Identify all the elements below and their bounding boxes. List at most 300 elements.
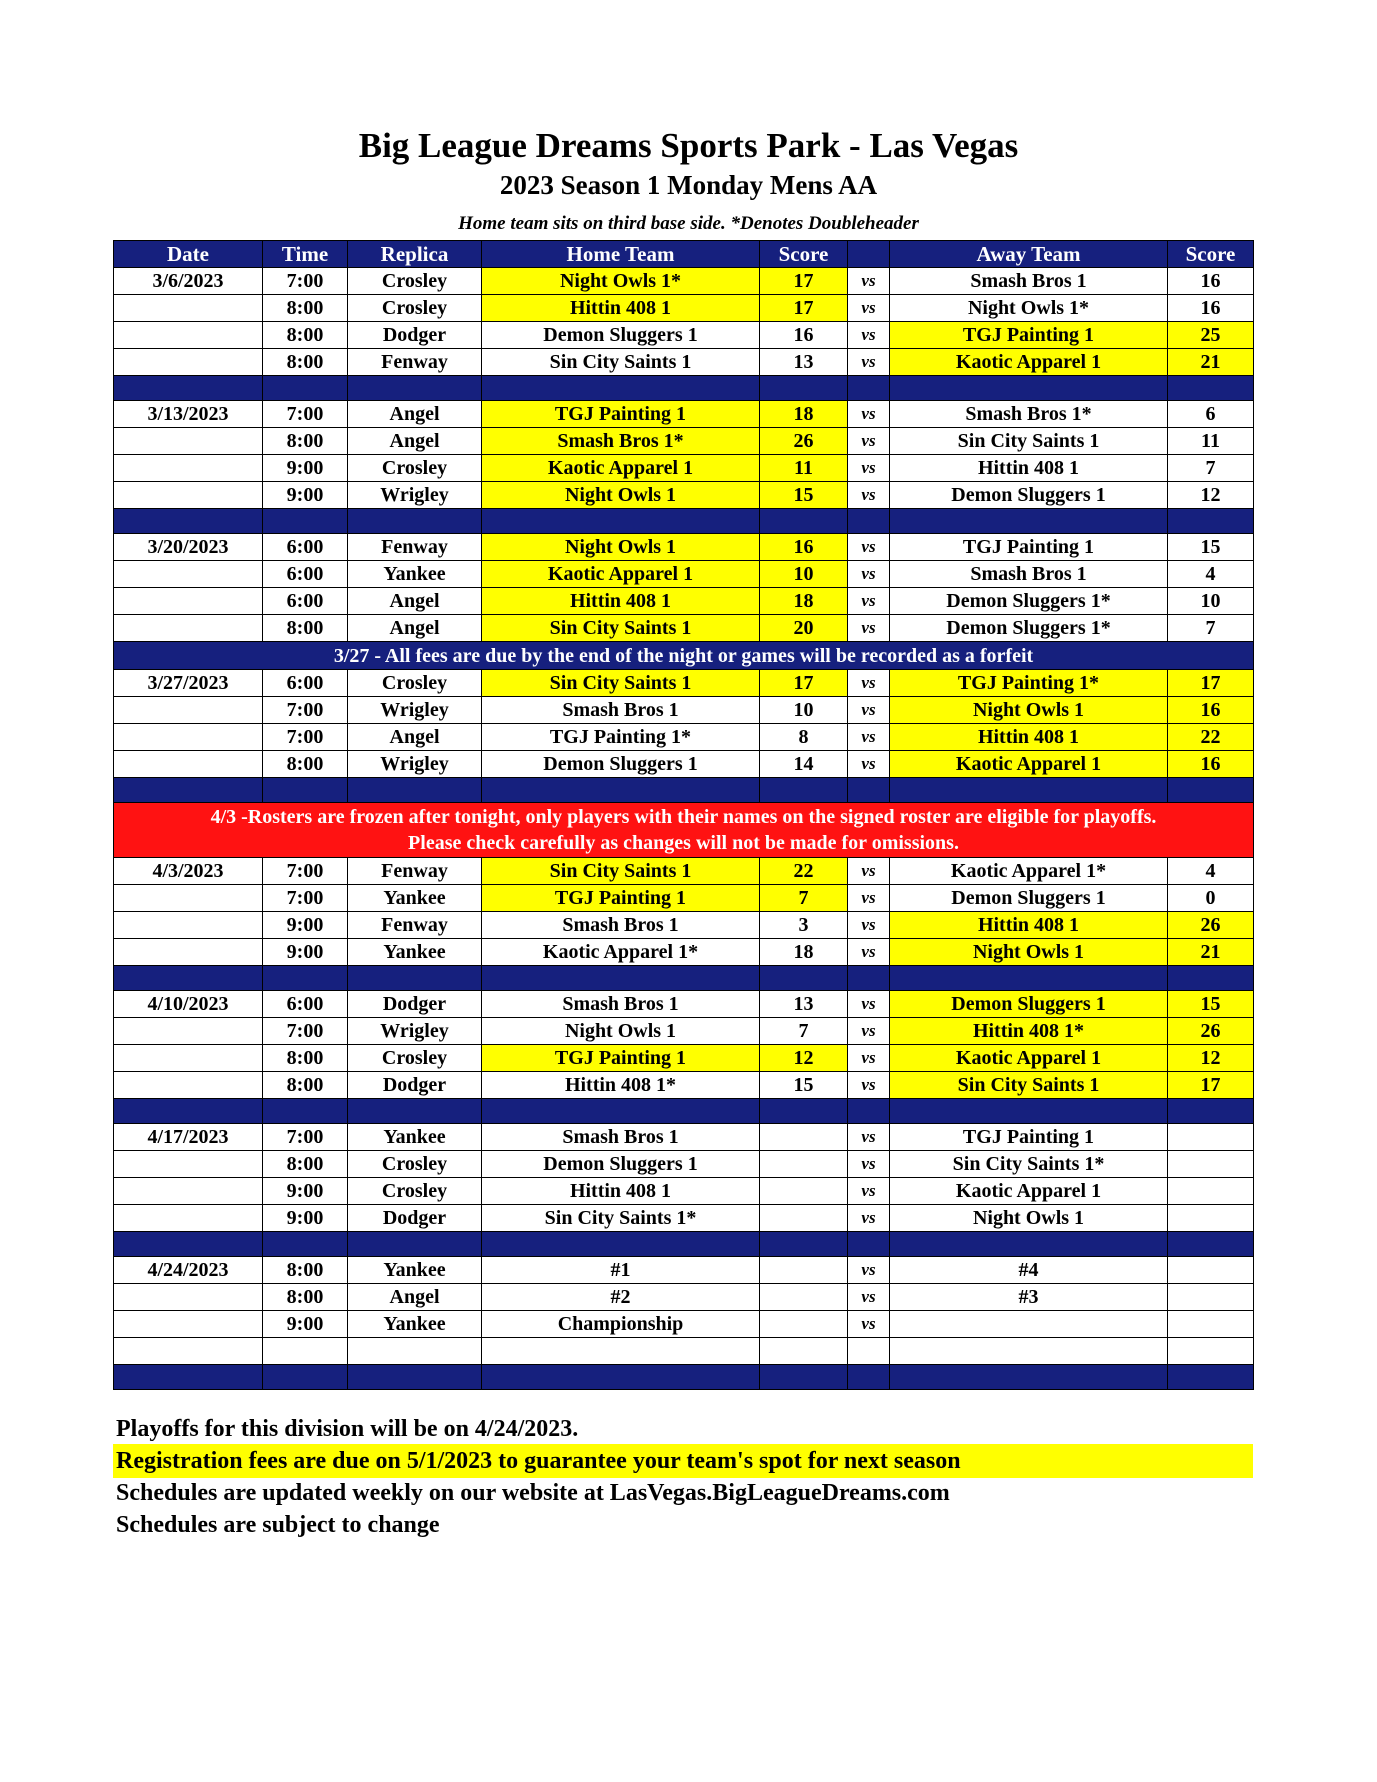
spacer-cell [263,1099,348,1124]
game-date [114,349,263,376]
home-team: Smash Bros 1 [482,1124,760,1151]
spacer-cell [890,376,1168,401]
spacer-cell [760,1099,848,1124]
roster-alert-line-1: 4/3 -Rosters are frozen after tonight, only players with their names on the signed roster are eligible for playoffs. [210,806,1157,828]
away-team: Kaotic Apparel 1 [890,1045,1168,1072]
vs-label: vs [848,615,890,642]
home-team: Sin City Saints 1 [482,670,760,697]
registration-note: Registration fees are due on 5/1/2023 to guarantee your team's spot for next season [113,1444,1253,1478]
game-time: 9:00 [263,1178,348,1205]
away-score: 4 [1168,858,1254,885]
vs-label: vs [848,322,890,349]
game-row [114,858,1254,885]
roster-alert [114,803,1254,858]
home-score: 16 [760,322,848,349]
replica-field: Angel [348,588,482,615]
spacer-cell [263,1232,348,1257]
home-score: 18 [760,401,848,428]
vs-label: vs [848,991,890,1018]
game-time: 7:00 [263,697,348,724]
away-team: Night Owls 1 [890,939,1168,966]
game-time: 6:00 [263,991,348,1018]
home-score [760,1124,848,1151]
game-date: 3/6/2023 [114,268,263,295]
game-time: 8:00 [263,1072,348,1099]
home-team: Demon Sluggers 1 [482,751,760,778]
game-time: 8:00 [263,295,348,322]
away-score: 6 [1168,401,1254,428]
spacer-cell [263,376,348,401]
home-team: Demon Sluggers 1 [482,1151,760,1178]
home-score [760,1178,848,1205]
vs-label [848,1338,890,1365]
spacer-row [114,966,1254,991]
away-score: 15 [1168,991,1254,1018]
game-date: 4/24/2023 [114,1257,263,1284]
game-row [114,588,1254,615]
home-team: Sin City Saints 1* [482,1205,760,1232]
doubleheader-note: Home team sits on third base side. *Denotes Doubleheader [458,213,919,234]
vs-label: vs [848,1045,890,1072]
spacer-cell [890,966,1168,991]
home-team: Hittin 408 1 [482,588,760,615]
away-team: TGJ Painting 1 [890,1124,1168,1151]
away-score: 11 [1168,428,1254,455]
replica-field: Yankee [348,1311,482,1338]
game-row [114,1338,1254,1365]
home-team: Night Owls 1 [482,482,760,509]
game-time: 6:00 [263,534,348,561]
home-score: 26 [760,428,848,455]
game-row [114,268,1254,295]
home-score: 18 [760,939,848,966]
away-team: TGJ Painting 1 [890,534,1168,561]
game-row [114,939,1254,966]
home-team: Kaotic Apparel 1 [482,561,760,588]
replica-field: Angel [348,401,482,428]
vs-label: vs [848,534,890,561]
spacer-row [114,1232,1254,1257]
game-row [114,751,1254,778]
away-score: 12 [1168,482,1254,509]
replica-field: Yankee [348,1124,482,1151]
replica-field: Crosley [348,295,482,322]
fees-banner: 3/27 - All fees are due by the end of the night or games will be recorded as a forfeit [114,642,1254,670]
game-date [114,428,263,455]
away-score: 16 [1168,295,1254,322]
vs-label: vs [848,1257,890,1284]
replica-field: Yankee [348,939,482,966]
spacer-cell [1168,1099,1254,1124]
home-score [760,1257,848,1284]
replica-field: Yankee [348,1257,482,1284]
away-team: Kaotic Apparel 1 [890,1178,1168,1205]
game-row [114,1178,1254,1205]
home-score: 17 [760,268,848,295]
game-time: 7:00 [263,1018,348,1045]
vs-label: vs [848,588,890,615]
game-date [114,482,263,509]
game-row [114,885,1254,912]
spacer-cell [1168,778,1254,803]
home-team: Smash Bros 1 [482,697,760,724]
vs-label: vs [848,268,890,295]
away-team: Demon Sluggers 1 [890,991,1168,1018]
col-header-replica: Replica [348,241,482,268]
col-header-home-score: Score [760,241,848,268]
game-date [114,1284,263,1311]
game-row [114,428,1254,455]
away-team: Demon Sluggers 1 [890,482,1168,509]
replica-field: Crosley [348,670,482,697]
game-row [114,1257,1254,1284]
vs-label: vs [848,670,890,697]
game-time: 8:00 [263,1045,348,1072]
spacer-cell [760,376,848,401]
spacer-row [114,1365,1254,1390]
game-time: 7:00 [263,401,348,428]
spacer-cell [263,966,348,991]
replica-field: Angel [348,428,482,455]
game-row [114,322,1254,349]
away-score: 17 [1168,670,1254,697]
schedule-body [114,268,1254,1390]
spacer-cell [760,966,848,991]
spacer-cell [848,1365,890,1390]
home-score [760,1338,848,1365]
vs-label: vs [848,885,890,912]
away-team: Sin City Saints 1* [890,1151,1168,1178]
away-team: Night Owls 1* [890,295,1168,322]
away-score: 26 [1168,912,1254,939]
spacer-cell [848,509,890,534]
game-time: 8:00 [263,1284,348,1311]
game-date: 4/3/2023 [114,858,263,885]
vs-label: vs [848,1311,890,1338]
vs-label: vs [848,912,890,939]
spacer-cell [263,509,348,534]
home-score: 15 [760,482,848,509]
game-row [114,1284,1254,1311]
roster-alert-row [114,803,1254,858]
home-team: Smash Bros 1 [482,912,760,939]
spacer-cell [760,509,848,534]
spacer-cell [482,778,760,803]
home-score: 10 [760,561,848,588]
away-team: Night Owls 1 [890,697,1168,724]
game-row [114,561,1254,588]
away-score [1168,1178,1254,1205]
home-score: 13 [760,991,848,1018]
vs-label: vs [848,1072,890,1099]
game-date [114,588,263,615]
away-score: 0 [1168,885,1254,912]
page-subtitle: 2023 Season 1 Monday Mens AA [499,170,878,200]
game-date: 3/27/2023 [114,670,263,697]
away-score [1168,1338,1254,1365]
game-time: 8:00 [263,322,348,349]
replica-field: Crosley [348,1045,482,1072]
game-time: 6:00 [263,561,348,588]
home-team: Demon Sluggers 1 [482,322,760,349]
game-time: 7:00 [263,1124,348,1151]
game-row [114,912,1254,939]
game-date [114,561,263,588]
spacer-cell [1168,1365,1254,1390]
spacer-cell [114,376,263,401]
home-score: 17 [760,295,848,322]
home-score [760,1151,848,1178]
game-date [114,697,263,724]
away-score: 7 [1168,615,1254,642]
spacer-cell [114,778,263,803]
spacer-cell [348,1099,482,1124]
home-score: 16 [760,534,848,561]
game-row [114,615,1254,642]
game-row [114,482,1254,509]
game-time: 6:00 [263,588,348,615]
replica-field: Fenway [348,912,482,939]
game-time: 8:00 [263,349,348,376]
vs-label: vs [848,1284,890,1311]
spacer-cell [848,1099,890,1124]
replica-field: Crosley [348,455,482,482]
game-date [114,1205,263,1232]
spacer-cell [760,1365,848,1390]
away-team: Night Owls 1 [890,1205,1168,1232]
away-score: 25 [1168,322,1254,349]
spacer-cell [263,1365,348,1390]
col-header-away-team: Away Team [890,241,1168,268]
replica-field: Crosley [348,268,482,295]
replica-field [348,1338,482,1365]
home-team: Sin City Saints 1 [482,349,760,376]
spacer-cell [348,376,482,401]
replica-field: Crosley [348,1178,482,1205]
vs-label: vs [848,939,890,966]
replica-field: Fenway [348,349,482,376]
vs-label: vs [848,858,890,885]
home-team: TGJ Painting 1* [482,724,760,751]
replica-field: Fenway [348,858,482,885]
away-team: Demon Sluggers 1* [890,588,1168,615]
vs-label: vs [848,1178,890,1205]
game-row [114,1018,1254,1045]
game-date [114,724,263,751]
home-team: Smash Bros 1* [482,428,760,455]
spacer-cell [890,509,1168,534]
roster-alert-line-2: Please check carefully as changes will not be made for omissions. [408,832,959,854]
game-date [114,1045,263,1072]
away-score: 21 [1168,939,1254,966]
away-score: 15 [1168,534,1254,561]
away-team: Hittin 408 1 [890,912,1168,939]
away-score: 26 [1168,1018,1254,1045]
home-score: 7 [760,1018,848,1045]
spacer-cell [114,966,263,991]
game-time: 7:00 [263,724,348,751]
spacer-cell [890,1232,1168,1257]
game-row [114,1072,1254,1099]
col-header-vs [848,241,890,268]
replica-field: Yankee [348,885,482,912]
home-score: 8 [760,724,848,751]
home-team: Hittin 408 1 [482,1178,760,1205]
away-team: Demon Sluggers 1 [890,885,1168,912]
replica-field: Angel [348,724,482,751]
spacer-cell [482,1099,760,1124]
game-row [114,534,1254,561]
spacer-cell [482,1232,760,1257]
spacer-cell [890,1099,1168,1124]
spacer-cell [482,376,760,401]
spacer-cell [263,778,348,803]
home-score [760,1205,848,1232]
game-date: 4/17/2023 [114,1124,263,1151]
replica-field: Dodger [348,1205,482,1232]
game-date: 3/20/2023 [114,534,263,561]
away-team: Hittin 408 1* [890,1018,1168,1045]
spacer-cell [1168,376,1254,401]
home-team: Sin City Saints 1 [482,858,760,885]
spacer-cell [1168,1232,1254,1257]
away-score: 16 [1168,697,1254,724]
away-team: Kaotic Apparel 1 [890,349,1168,376]
game-date [114,615,263,642]
game-time: 8:00 [263,1257,348,1284]
game-date [114,939,263,966]
away-score [1168,1284,1254,1311]
game-time: 8:00 [263,428,348,455]
away-score: 21 [1168,349,1254,376]
home-team: Kaotic Apparel 1* [482,939,760,966]
home-score: 13 [760,349,848,376]
away-score: 16 [1168,268,1254,295]
home-score [760,1284,848,1311]
replica-field: Crosley [348,1151,482,1178]
game-row [114,991,1254,1018]
game-row [114,724,1254,751]
spacer-cell [348,509,482,534]
home-score: 17 [760,670,848,697]
away-team: Kaotic Apparel 1 [890,751,1168,778]
home-score: 22 [760,858,848,885]
away-team: TGJ Painting 1* [890,670,1168,697]
game-time: 9:00 [263,939,348,966]
website-note: Schedules are updated weekly on our website at LasVegas.BigLeagueDreams.com [116,1480,950,1506]
replica-field: Yankee [348,561,482,588]
game-time: 9:00 [263,1205,348,1232]
home-team: TGJ Painting 1 [482,885,760,912]
game-time: 9:00 [263,1311,348,1338]
away-score [1168,1311,1254,1338]
home-team: #1 [482,1257,760,1284]
home-score: 3 [760,912,848,939]
home-team: Hittin 408 1 [482,295,760,322]
game-time: 7:00 [263,858,348,885]
game-date [114,322,263,349]
spacer-row [114,778,1254,803]
spacer-cell [348,778,482,803]
away-team: Sin City Saints 1 [890,1072,1168,1099]
away-team: Hittin 408 1 [890,455,1168,482]
game-date [114,751,263,778]
game-date [114,885,263,912]
vs-label: vs [848,1151,890,1178]
game-date [114,1018,263,1045]
page-title: Big League Dreams Sports Park - Las Vegas [358,126,1019,165]
spacer-cell [760,778,848,803]
home-team: Smash Bros 1 [482,991,760,1018]
away-team: Demon Sluggers 1* [890,615,1168,642]
vs-label: vs [848,724,890,751]
vs-label: vs [848,1205,890,1232]
home-team: Championship [482,1311,760,1338]
spacer-cell [482,1365,760,1390]
spacer-cell [890,778,1168,803]
spacer-cell [482,509,760,534]
game-time: 9:00 [263,482,348,509]
home-score: 10 [760,697,848,724]
home-team: Kaotic Apparel 1 [482,455,760,482]
vs-label: vs [848,295,890,322]
away-team: #4 [890,1257,1168,1284]
col-header-date: Date [114,241,263,268]
playoffs-note: Playoffs for this division will be on 4/24/2023. [116,1416,579,1442]
game-row [114,1311,1254,1338]
schedule-table [113,240,1254,1390]
col-header-time: Time [263,241,348,268]
game-time: 7:00 [263,885,348,912]
game-row [114,1151,1254,1178]
fees-banner-row [114,642,1254,670]
game-time: 8:00 [263,615,348,642]
game-time: 9:00 [263,912,348,939]
home-score: 20 [760,615,848,642]
game-row [114,670,1254,697]
vs-label: vs [848,455,890,482]
replica-field: Wrigley [348,482,482,509]
game-row [114,1124,1254,1151]
home-team [482,1338,760,1365]
spacer-cell [482,966,760,991]
away-team [890,1311,1168,1338]
vs-label: vs [848,428,890,455]
replica-field: Dodger [348,1072,482,1099]
game-row [114,295,1254,322]
away-score: 4 [1168,561,1254,588]
vs-label: vs [848,401,890,428]
game-date [114,455,263,482]
col-header-home-team: Home Team [482,241,760,268]
away-team: Kaotic Apparel 1* [890,858,1168,885]
col-header-away-score: Score [1168,241,1254,268]
game-date [114,1072,263,1099]
replica-field: Wrigley [348,751,482,778]
home-score: 14 [760,751,848,778]
spacer-cell [114,1232,263,1257]
replica-field: Dodger [348,991,482,1018]
game-row [114,697,1254,724]
away-team: Smash Bros 1* [890,401,1168,428]
away-score [1168,1124,1254,1151]
spacer-cell [848,1232,890,1257]
replica-field: Angel [348,1284,482,1311]
replica-field: Dodger [348,322,482,349]
home-team: Night Owls 1* [482,268,760,295]
replica-field: Wrigley [348,697,482,724]
replica-field: Fenway [348,534,482,561]
